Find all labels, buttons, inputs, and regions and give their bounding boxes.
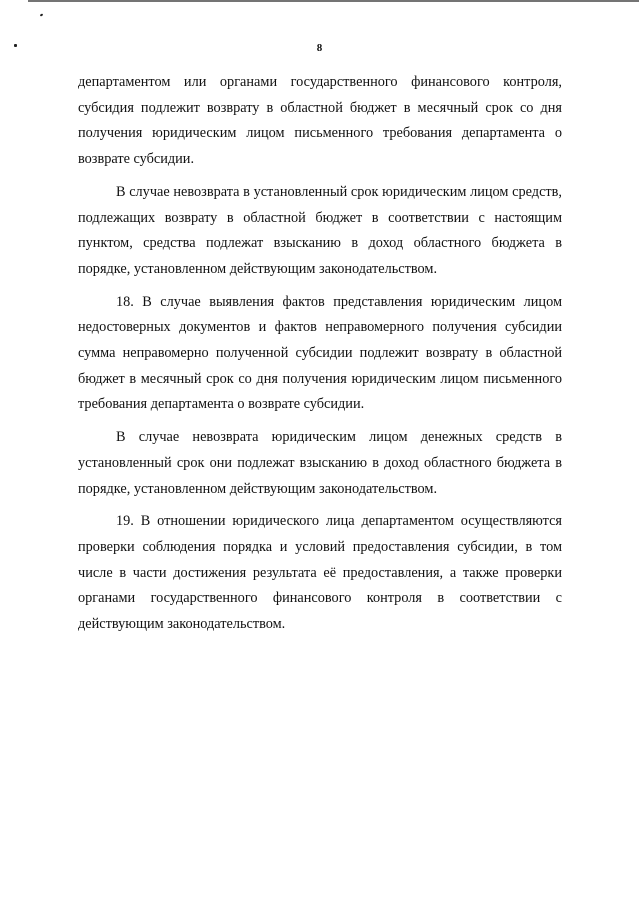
paragraph-item-19: 19. В отношении юридического лица департаментом осуществляются проверки соблюдения порядка и условий предоставления субсидии, в том числе в части достижения результата её предоставления, а также проверки органами государственного финансового контроля в соответствии с действующим законодательством. [78,513,562,633]
paragraph-item-18: 18. В случае выявления фактов представления юридическим лицом недостоверных документов и фактов неправомерного получения субсидии сумма неправомерно полученной субсидии подлежит возврату в областной бюджет в месячный срок со дня получения юридическим лицом письменного требования департамента о возврате субсидии. [78,293,562,413]
document-body [78,70,562,638]
scan-edge-line [28,0,639,2]
paragraph-nonreturn-funds: В случае невозврата в установленный срок юридическим лицом средств, подлежащих возврату в областной бюджет в соответствии с настоящим пунктом, средства подлежат взысканию в доход областного бюджета в порядке, установленном действующим законодательством. [78,183,562,277]
paragraph-continuation: департаментом или органами государственного финансового контроля, субсидия подлежит возврату в областной бюджет в месячный срок со дня получения юридическим лицом письменного требования департамента о возврате субсидии. [78,74,562,168]
scan-speck [40,13,44,16]
page-number: 8 [316,42,323,54]
paragraph-nonreturn-cash: В случае невозврата юридическим лицом денежных средств в установленный срок они подлежат взысканию в доход областного бюджета в порядке, установленном действующим законодательством. [78,429,562,497]
